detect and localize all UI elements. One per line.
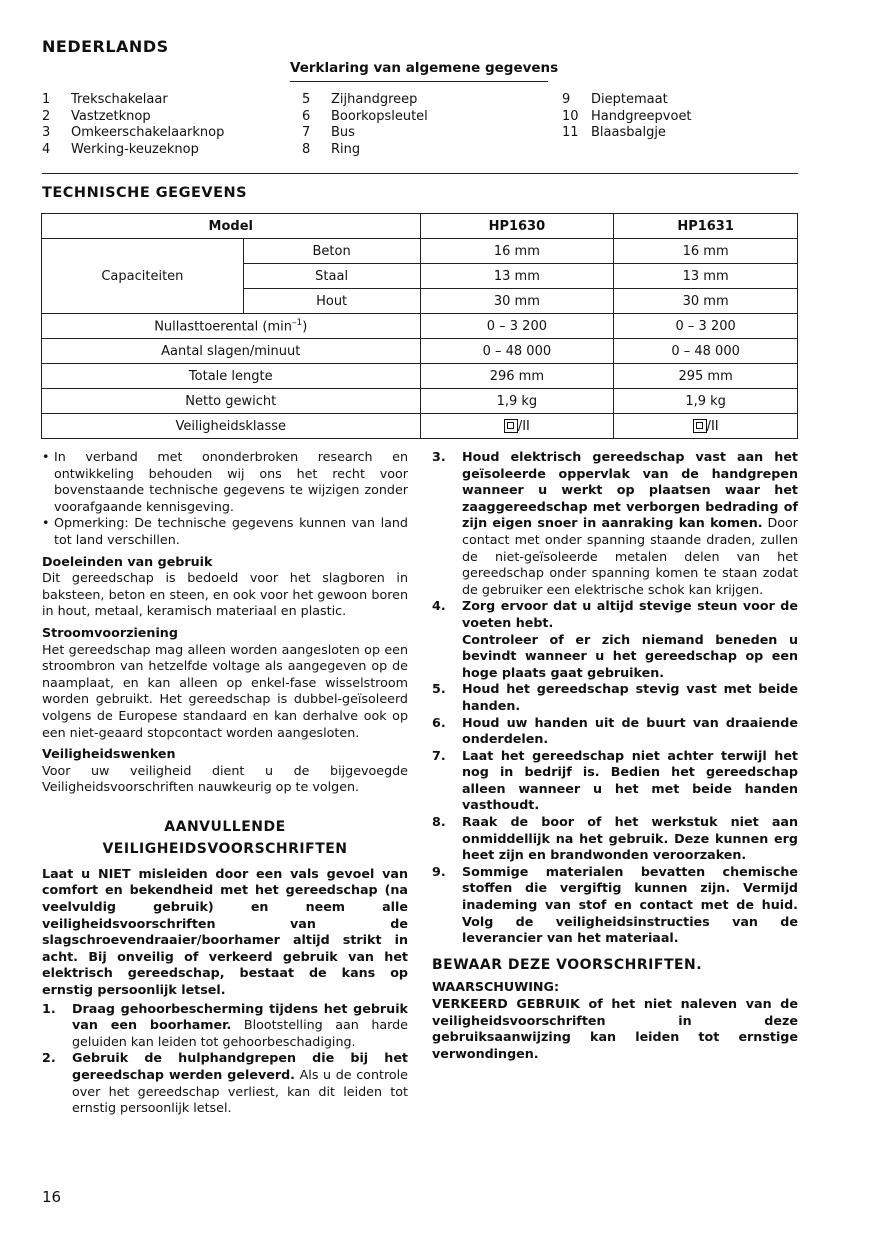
row-label: Totale lengte xyxy=(42,364,421,389)
legend-item: 8 Ring xyxy=(302,141,361,157)
legend-item: 1 Trekschakelaar xyxy=(42,92,168,107)
table-cell: 1,9 kg xyxy=(614,389,798,414)
list-item: • In verband met ononderbroken research en ontwikkeling behouden wij ons het recht voor bovenstaande technische gegevens te wijzigen zonder voorafgaande kennisgeving. xyxy=(42,449,408,514)
double-insulation-icon xyxy=(693,419,707,433)
table-cell: 30 mm xyxy=(614,289,798,314)
table-cell: 296 mm xyxy=(420,364,614,389)
legend-item: 10 Handgreepvoet xyxy=(562,108,692,124)
legend-item: 3 Omkeerschakelaarknop xyxy=(42,125,225,141)
section-divider xyxy=(42,173,798,174)
row-label: Veiligheidsklasse xyxy=(42,414,421,439)
safety-intro: Laat u NIET misleiden door een vals gevoel van comfort en bekendheid met het gereedschap (na veelvuldig gebruik) en neem alle veiligheidsvoorschriften van de slagschroevendraaier/boorhamer altijd strikt in acht. Bij onveilig of verkeerd gebruik van het elektrisch gereedschap, bestaat de kans op ernstig persoonlijk letsel. xyxy=(42,865,408,998)
page-language-heading: NEDERLANDS xyxy=(42,37,169,56)
table-row xyxy=(42,389,798,414)
technical-data-table xyxy=(41,213,798,439)
list-item: 6. Houd uw handen uit de buurt van draaiende onderdelen. xyxy=(432,714,798,747)
section-heading: Veiligheidswenken xyxy=(42,746,176,762)
table-row xyxy=(42,339,798,364)
table-row xyxy=(42,314,798,339)
header-hp1631: HP1631 xyxy=(614,214,798,239)
warning-text: VERKEERD GEBRUIK of het niet naleven van de veiligheidsvoorschriften in deze gebruiksaanwijzing kan leiden tot ernstige verwondingen. xyxy=(432,996,798,1061)
warning-title: WAARSCHUWING: xyxy=(432,979,560,995)
legend-item: 4 Werking-keuzeknop xyxy=(42,141,199,157)
table-cell: 295 mm xyxy=(614,364,798,389)
legend-item: 6 Boorkopsleutel xyxy=(302,108,428,124)
no-load-speed-label: Nullasttoerental $(\min^{-1})$ xyxy=(42,314,421,339)
table-cell: /II xyxy=(614,414,798,439)
list-item: 5. Houd het gereedschap stevig vast met beide handen. xyxy=(432,681,798,713)
section-body: Dit gereedschap is bedoeld voor het slagboren in baksteen, beton en steen, en ook voor het gewoon boren in hout, metaal, keramisch materiaal en plastic. xyxy=(42,570,408,619)
legend-item: 7 Bus xyxy=(302,125,355,141)
list-item: 7. Laat het gereedschap niet achter terwijl het nog in bedrijf is. Bedien het gereedschap alleen wanneer u het met beide handen vasthoudt. xyxy=(432,747,798,813)
table-cell: 1,9 kg xyxy=(420,389,614,414)
capacity-material: Beton xyxy=(243,239,420,264)
legend-column-1 xyxy=(42,92,224,158)
table-cell: 13 mm xyxy=(420,264,614,289)
legend-item: 9 Dieptemaat xyxy=(562,92,668,107)
table-row xyxy=(42,364,798,389)
header-hp1630: HP1630 xyxy=(420,214,614,239)
table-cell: 16 mm xyxy=(420,239,614,264)
page-number: 16 xyxy=(42,1188,62,1206)
technical-data-title: TECHNISCHE GEGEVENS xyxy=(42,185,248,201)
right-column xyxy=(432,449,798,1062)
table-cell: 13 mm xyxy=(614,264,798,289)
keep-instructions-title: BEWAAR DEZE VOORSCHRIFTEN. xyxy=(432,956,703,973)
legend-column-2 xyxy=(302,92,428,158)
table-cell: 16 mm xyxy=(614,239,798,264)
table-cell: 30 mm xyxy=(420,289,614,314)
list-item: 8. Raak de boor of het werkstuk niet aan onmiddellijk na het gebruik. Deze kunnen erg heet zijn en brandwonden veroorzaken. xyxy=(432,814,798,863)
additional-safety-title: AANVULLENDE VEILIGHEIDSVOORSCHRIFTEN xyxy=(102,818,348,857)
list-item: • Opmerking: De technische gegevens kunnen van land tot land verschillen. xyxy=(42,515,408,547)
section-heading: Stroomvoorziening xyxy=(42,624,178,640)
table-header-row xyxy=(42,214,798,239)
table-cell: 0 – 48 000 xyxy=(614,339,798,364)
table-cell: 0 – 48 000 xyxy=(420,339,614,364)
legend-item: 2 Vastzetknop xyxy=(42,108,151,124)
capacity-material: Staal xyxy=(243,264,420,289)
list-item: 4. Zorg ervoor dat u altijd stevige steun voor de voeten hebt. Controleer of er zich niemand beneden u bevindt wanneer u het gereedschap op een hoge plaats gaat gebruiken. xyxy=(432,598,798,680)
table-cell: 0 – 3 200 xyxy=(420,314,614,339)
capacity-material: Hout xyxy=(243,289,420,314)
capacity-label: Capaciteiten xyxy=(42,239,244,314)
row-label: Aantal slagen/minuut xyxy=(42,339,421,364)
section-body: Voor uw veiligheid dient u de bijgevoegde Veiligheidsvoorschriften nauwkeurig op te volgen. xyxy=(42,762,408,795)
table-row xyxy=(42,414,798,439)
legend-column-3 xyxy=(562,92,692,142)
section-body: Het gereedschap mag alleen worden aangesloten op een stroombron van hetzelfde voltage als aangegeven op de naamplaat, en kan alleen op enkel-fase wisselstroom worden gebruikt. Het gereedschap is dubbel-geïsoleerd volgens de Europese standaard en kan derhalve ook op een niet-geaard stopcontact worden aangesloten. xyxy=(42,641,408,740)
list-item: 3. Houd elektrisch gereedschap vast aan het geïsoleerde oppervlak van de handgrepen wanneer u werkt op plaatsen waar het zaaggereedschap met verborgen bedrading of zijn eigen snoer in aanraking kan komen. Door contact met onder spanning staande draden, zullen de niet-geïsoleerde metalen delen van het gereedschap onder spanning komen te staan zodat de gebruiker een elektrische schok kan krijgen. xyxy=(432,449,798,597)
list-item: 2. Gebruik de hulphandgrepen die bij het gereedschap werden geleverd. Als u de controle over het gereedschap verliest, kan dit leiden tot ernstig persoonlijk letsel. xyxy=(42,1050,408,1116)
section-heading: Doeleinden van gebruik xyxy=(42,553,213,569)
table-row xyxy=(42,239,798,264)
table-cell: /II xyxy=(420,414,614,439)
table-cell: 0 – 3 200 xyxy=(614,314,798,339)
header-model: Model xyxy=(42,214,421,239)
legend-title: Verklaring van algemene gegevens xyxy=(290,60,559,76)
list-item: 9. Sommige materialen bevatten chemische stoffen die vergiftig kunnen zijn. Vermijd inademing van stof en contact met de huid. Volg de veiligheidsinstructies van de leverancier van het materiaal. xyxy=(432,863,798,946)
list-item: 1. Draag gehoorbescherming tijdens het gebruik van een boorhamer. Blootstelling aan harde geluiden kan leiden tot gehoorbeschadiging. xyxy=(42,1000,408,1049)
double-insulation-icon xyxy=(504,419,518,433)
legend-item: 11 Blaasbalgje xyxy=(562,125,666,141)
legend-item: 5 Zijhandgreep xyxy=(302,92,418,107)
left-column xyxy=(42,449,408,1117)
legend-underline xyxy=(290,81,548,82)
row-label: Netto gewicht xyxy=(42,389,421,414)
